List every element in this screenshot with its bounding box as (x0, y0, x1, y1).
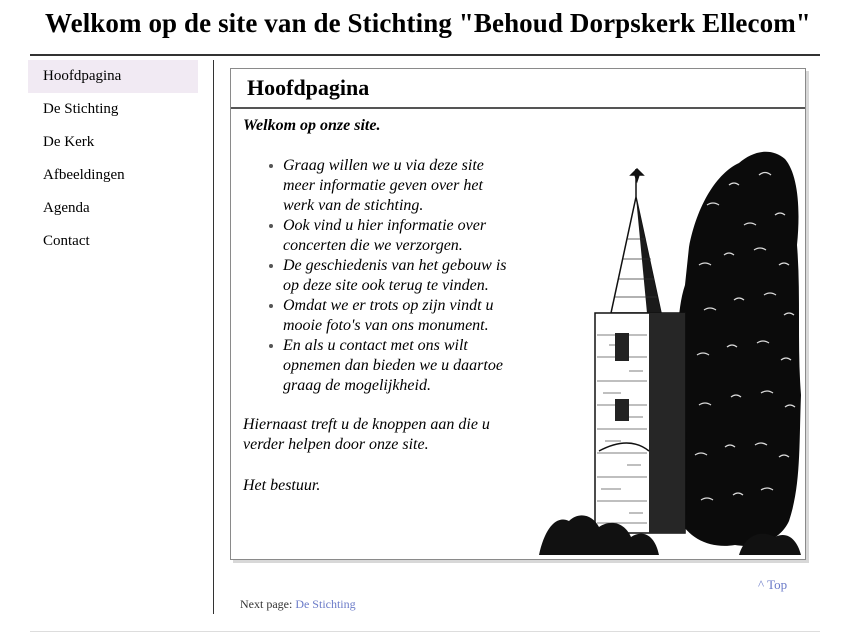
next-page-nav (240, 597, 356, 612)
info-list (283, 156, 543, 396)
next-page-label: Next page: (240, 597, 293, 611)
list-item: En als u contact met ons wilt opnemen dan bieden we u daartoe graag de mogelijkheid. (283, 336, 543, 396)
signoff-text: Het bestuur. (243, 477, 321, 494)
list-item: Ook vind u hier informatie over concerten die we verzorgen. (283, 216, 543, 256)
list-item: Omdat we er trots op zijn vindt u mooie foto's van ons monument. (283, 296, 543, 336)
next-page-link[interactable]: De Stichting (295, 597, 356, 611)
back-to-top-link[interactable]: ^ Top (758, 577, 788, 592)
sidebar-divider (213, 60, 214, 614)
tower-spire (611, 197, 661, 313)
sidebar-item-agenda[interactable]: Agenda (43, 200, 90, 216)
tower-body (595, 313, 685, 533)
weather-vane (631, 169, 643, 197)
list-item: Graag willen we u via deze site meer informatie geven over het werk van de stichting. (283, 156, 543, 216)
page-title: Hoofdpagina (247, 75, 370, 100)
content-panel (230, 68, 806, 560)
footer-divider (30, 631, 820, 632)
sidebar-nav (28, 60, 198, 258)
list-item: De geschiedenis van het gebouw is op deze site ook terug te vinden. (283, 256, 543, 296)
sidebar-item-de-kerk[interactable]: De Kerk (43, 134, 95, 150)
church-tower-illustration (539, 135, 801, 555)
sidebar-item-contact[interactable]: Contact (43, 233, 90, 249)
content-header (231, 69, 805, 109)
sidebar-item-de-stichting[interactable]: De Stichting (43, 101, 119, 117)
sidebar-item-afbeeldingen[interactable]: Afbeeldingen (43, 167, 125, 183)
intro-text: Welkom op onze site. (243, 117, 381, 134)
header-divider (30, 54, 820, 56)
ivy-foliage (667, 152, 801, 546)
site-title: Welkom op de site van de Stichting "Behoud Dorpskerk Ellecom" (45, 8, 811, 38)
navigation-hint-text: Hiernaast treft u de knoppen aan die u verder helpen door onze site. (243, 416, 490, 453)
sidebar-item-hoofdpagina[interactable]: Hoofdpagina (28, 60, 198, 93)
